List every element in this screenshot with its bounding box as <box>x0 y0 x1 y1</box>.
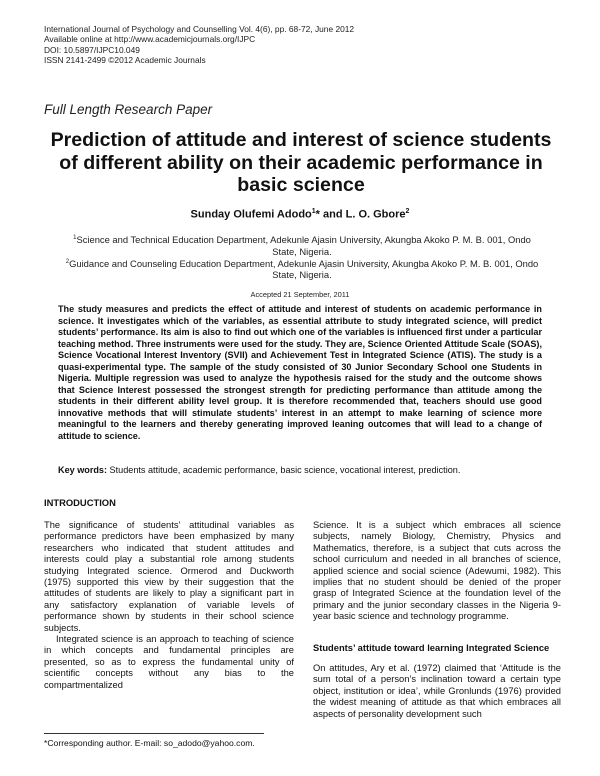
journal-header <box>44 24 354 66</box>
intro-paragraph-2: Integrated science is an approach to teaching of science in which concepts and fundamental principles are presented, so as to express the fundamental unity of scientific concepts without any bias to the compartmentalized <box>44 634 294 690</box>
abstract: The study measures and predicts the effect of attitude and interest of students on academic performance in science. It investigates which of the variables, as essential attribute to study integrated science, will predict students’ performance. Its aim is also to find out which one of the variables is influenced first under a particular teaching method. Three instruments were used for the study. They are, Science Oriented Attitude Scale (SOAS), Science Vocational Interest Inventory (SVII) and Achievement Test in Integrated Science (ATIS). The study is a quasi-experimental type. The sample of the study consisted of 30 Junior Secondary School one Students in Nigeria. Multiple regression was used to analyze the hypothesis raised for the study and the outcome shows that Science Interest possessed the strongest strength for predicting performance than attitude among the students in their different ability level group. It is therefore recommended that, teachers should use good innovative methods that will stimulate students’ interest in an attempt to make learning of science more meaningful to the learners and thereby generating improved leaning outcomes that will lead to a change of attitude to science. <box>58 304 542 442</box>
affiliation-2-text: Guidance and Counseling Education Department, Adekunle Ajasin University, Akungba Akoko P. M. B. 001, Ondo State, Nigeria. <box>69 258 539 281</box>
intro-paragraph-3: Science. It is a subject which embraces all science subjects, namely Biology, Chemistry, Physics and Mathematics, therefore, is a subject that cuts across the school curriculum and needed in all branches of science, applied science and social science (Adewumi, 1982). This implies that no student should be denied of the proper grasp of Integrated Science at the foundation level of the primary and the junior secondary classes in the Nigeria 9-year basic science and technology programme. <box>313 520 561 622</box>
section-heading-attitude: Students’ attitude toward learning Integrated Science <box>313 643 550 653</box>
authors <box>0 208 600 221</box>
author-1-affil: 1 <box>311 208 316 215</box>
journal-citation: International Journal of Psychology and Counselling Vol. 4(6), pp. 68-72, June 2012 <box>44 24 355 34</box>
corresponding-mark: * <box>315 208 320 221</box>
affiliation-2-number: 2 <box>65 258 70 265</box>
attitude-paragraph-1: On attitudes, Ary et al. (1972) claimed that ‘Attitude is the sum total of a person’s inclination toward a certain type object, institution or idea’, while Gronlunds (1976) provided the widest meaning of attitude as that which embraces all aspects of personality development such <box>313 663 561 719</box>
affiliations <box>60 233 544 281</box>
author-1: Sunday Olufemi Adodo <box>190 208 312 221</box>
keywords <box>58 465 542 477</box>
journal-doi: DOI: 10.5897/IJPC10.049 <box>44 44 140 55</box>
journal-issn: ISSN 2141-2499 ©2012 Academic Journals <box>44 55 206 66</box>
keywords-label: Key words: <box>58 465 108 475</box>
affiliation-1-text: Science and Technical Education Department, Adekunle Ajasin University, Akungba Akoko P. M. B. 001, Ondo State, Nigeria. <box>76 234 531 257</box>
left-column <box>44 520 294 691</box>
journal-url: Available online at http://www.academicjournals.org/IJPC <box>44 34 256 45</box>
affiliation-1-number: 1 <box>73 235 77 241</box>
author-2-affil: 2 <box>405 208 410 215</box>
affiliation-2 <box>60 257 544 281</box>
author-2: L. O. Gbore <box>345 208 406 221</box>
affiliation-1 <box>60 233 544 257</box>
corresponding-author-footnote: *Corresponding author. E-mail: so_adodo@yahoo.com. <box>44 738 255 748</box>
introduction-heading: INTRODUCTION <box>44 497 116 508</box>
author-connector: and <box>319 208 346 221</box>
right-column <box>313 520 561 623</box>
keywords-text: Students attitude, academic performance, basic science, vocational interest, prediction. <box>107 465 461 475</box>
intro-paragraph-1: The significance of students’ attitudinal variables as performance predictors have been emphasized by many researchers who indicated that student attitudes and interests could play a substantial role among students studying Integrated science. Ormerod and Duckworth (1975) supported this view by their suggestion that the attitudes of students are likely to play a significant part in any satisfactory explanation of variable levels of performance shown by students in their school science subjects. <box>44 520 294 633</box>
paper-title: Prediction of attitude and interest of science students of different ability on their academic performance in basic science <box>50 129 552 196</box>
accepted-date: Accepted 21 September, 2011 <box>250 290 350 299</box>
footnote-divider <box>44 733 264 734</box>
paper-type: Full Length Research Paper <box>44 102 213 117</box>
right-column-lower <box>313 663 561 720</box>
